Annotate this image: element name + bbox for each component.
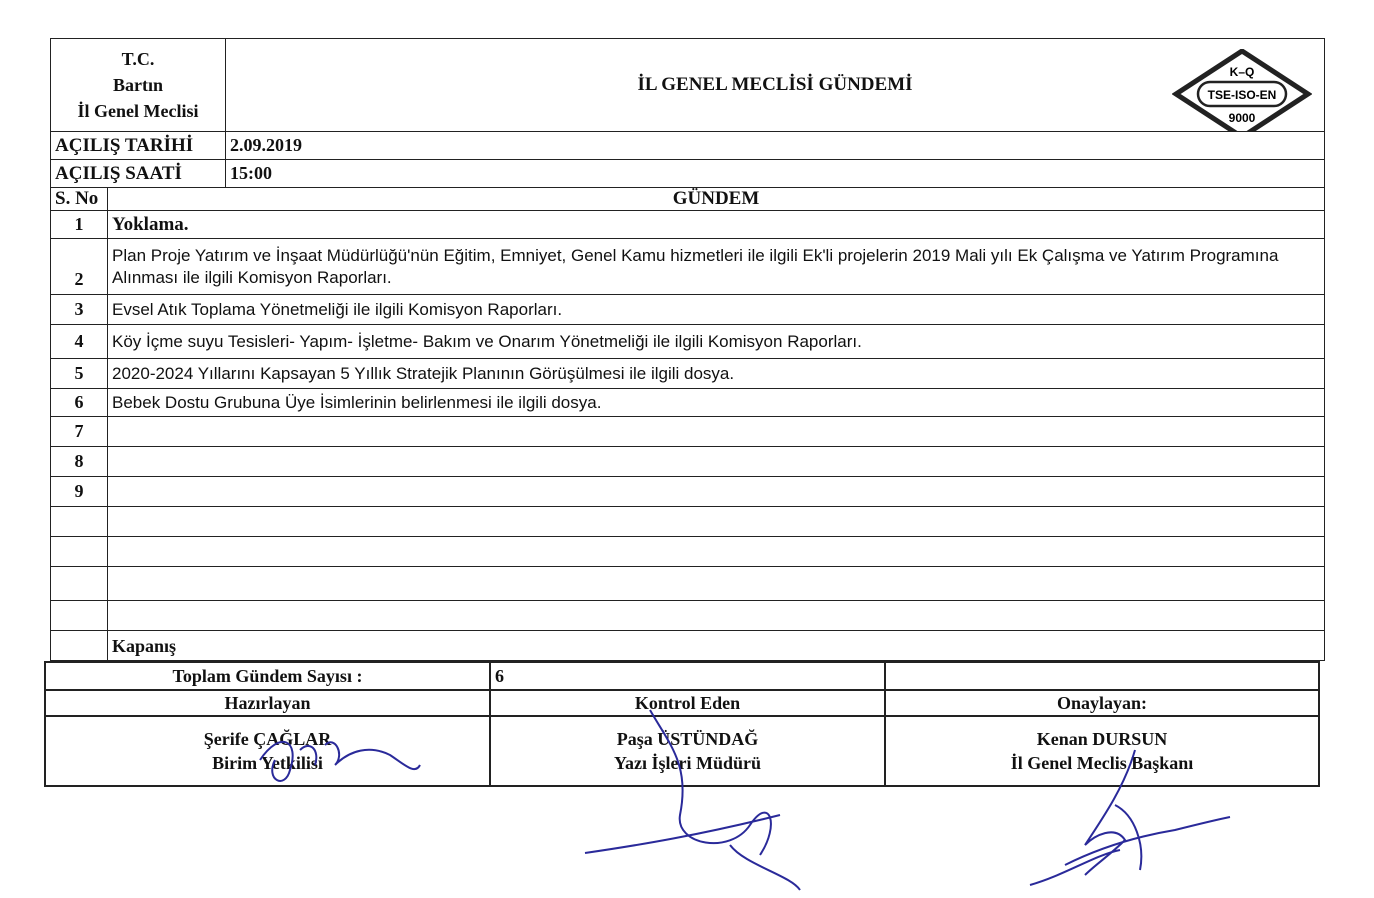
date-label: AÇILIŞ TARİHİ <box>51 132 226 160</box>
item-number: 6 <box>51 389 108 417</box>
empty-cell <box>108 567 1325 601</box>
prepared-title: Birim Yetkilisi <box>212 753 323 773</box>
table-row <box>51 537 1325 567</box>
org-line-1: T.C. <box>121 49 155 69</box>
prepared-role: Hazırlayan <box>45 690 490 716</box>
table-row <box>51 295 1325 325</box>
table-row <box>51 359 1325 389</box>
table-row <box>51 239 1325 295</box>
logo-line-3: 9000 <box>1228 111 1256 125</box>
organization-block <box>51 39 226 132</box>
prepared-signatory <box>45 716 490 786</box>
empty-cell <box>51 601 108 631</box>
item-number: 3 <box>51 295 108 325</box>
table-row <box>51 211 1325 239</box>
checked-name: Paşa ÜSTÜNDAĞ <box>616 729 759 749</box>
logo-line-2: TSE-ISO-EN <box>1207 88 1277 102</box>
item-text: 2020-2024 Yıllarını Kapsayan 5 Yıllık Stratejik Planının Görüşülmesi ile ilgili dosya. <box>108 359 1325 389</box>
approved-signatory <box>885 716 1319 786</box>
table-row <box>51 507 1325 537</box>
item-number: 1 <box>51 211 108 239</box>
empty-cell <box>108 601 1325 631</box>
empty-cell <box>51 507 108 537</box>
table-row <box>51 447 1325 477</box>
item-number: 9 <box>51 477 108 507</box>
table-row <box>51 601 1325 631</box>
total-label: Toplam Gündem Sayısı : <box>45 662 490 690</box>
empty-cell <box>51 537 108 567</box>
table-row <box>51 477 1325 507</box>
empty-cell <box>108 507 1325 537</box>
total-value: 6 <box>490 662 885 690</box>
empty-cell <box>51 567 108 601</box>
item-text: Köy İçme suyu Tesisleri- Yapım- İşletme- Bakım ve Onarım Yönetmeliği ile ilgili Komisyon Raporları. <box>108 325 1325 359</box>
item-number: 5 <box>51 359 108 389</box>
column-header-agenda: GÜNDEM <box>108 188 1325 211</box>
checked-title: Yazı İşleri Müdürü <box>613 753 761 773</box>
item-text: Plan Proje Yatırım ve İnşaat Müdürlüğü'nün Eğitim, Emniyet, Genel Kamu hizmetleri ile ilgili Ek'li projelerin 2019 Mali yılı Ek Çalışma ve Yatırım Programına Alınması ile ilgili Komisyon Raporları. <box>108 239 1325 295</box>
table-row <box>51 567 1325 601</box>
item-text <box>108 447 1325 477</box>
title-cell <box>226 39 1325 132</box>
table-row <box>51 417 1325 447</box>
date-value: 2.09.2019 <box>226 132 1325 160</box>
item-text: Yoklama. <box>108 211 1325 239</box>
approved-name: Kenan DURSUN <box>1036 729 1168 749</box>
empty-cell <box>108 537 1325 567</box>
summary-signature-table <box>44 661 1320 787</box>
agenda-document <box>50 38 1325 787</box>
table-row <box>51 389 1325 417</box>
item-text: Bebek Dostu Grubuna Üye İsimlerinin belirlenmesi ile ilgili dosya. <box>108 389 1325 417</box>
item-number: 2 <box>51 239 108 295</box>
org-line-2: Bartın <box>113 75 164 95</box>
empty-cell <box>51 631 108 661</box>
item-text <box>108 477 1325 507</box>
item-text: Evsel Atık Toplama Yönetmeliği ile ilgili Komisyon Raporları. <box>108 295 1325 325</box>
agenda-table <box>50 38 1325 661</box>
logo-line-1: K–Q <box>1229 65 1255 79</box>
tse-iso-logo <box>1172 49 1312 132</box>
table-row <box>51 631 1325 661</box>
closing-label: Kapanış <box>108 631 1325 661</box>
prepared-name: Şerife ÇAĞLAR <box>203 729 332 749</box>
checked-role: Kontrol Eden <box>490 690 885 716</box>
item-number: 4 <box>51 325 108 359</box>
approved-role: Onaylayan: <box>885 690 1319 716</box>
checked-signatory <box>490 716 885 786</box>
table-row <box>51 325 1325 359</box>
time-value: 15:00 <box>226 160 1325 188</box>
column-header-no: S. No <box>51 188 108 211</box>
document-title: İL GENEL MECLİSİ GÜNDEMİ <box>637 74 913 95</box>
approved-title: İl Genel Meclis Başkanı <box>1010 753 1194 773</box>
org-line-3: İl Genel Meclisi <box>77 101 199 121</box>
item-number: 8 <box>51 447 108 477</box>
item-text <box>108 417 1325 447</box>
time-label: AÇILIŞ SAATİ <box>51 160 226 188</box>
empty-cell <box>885 662 1319 690</box>
item-number: 7 <box>51 417 108 447</box>
